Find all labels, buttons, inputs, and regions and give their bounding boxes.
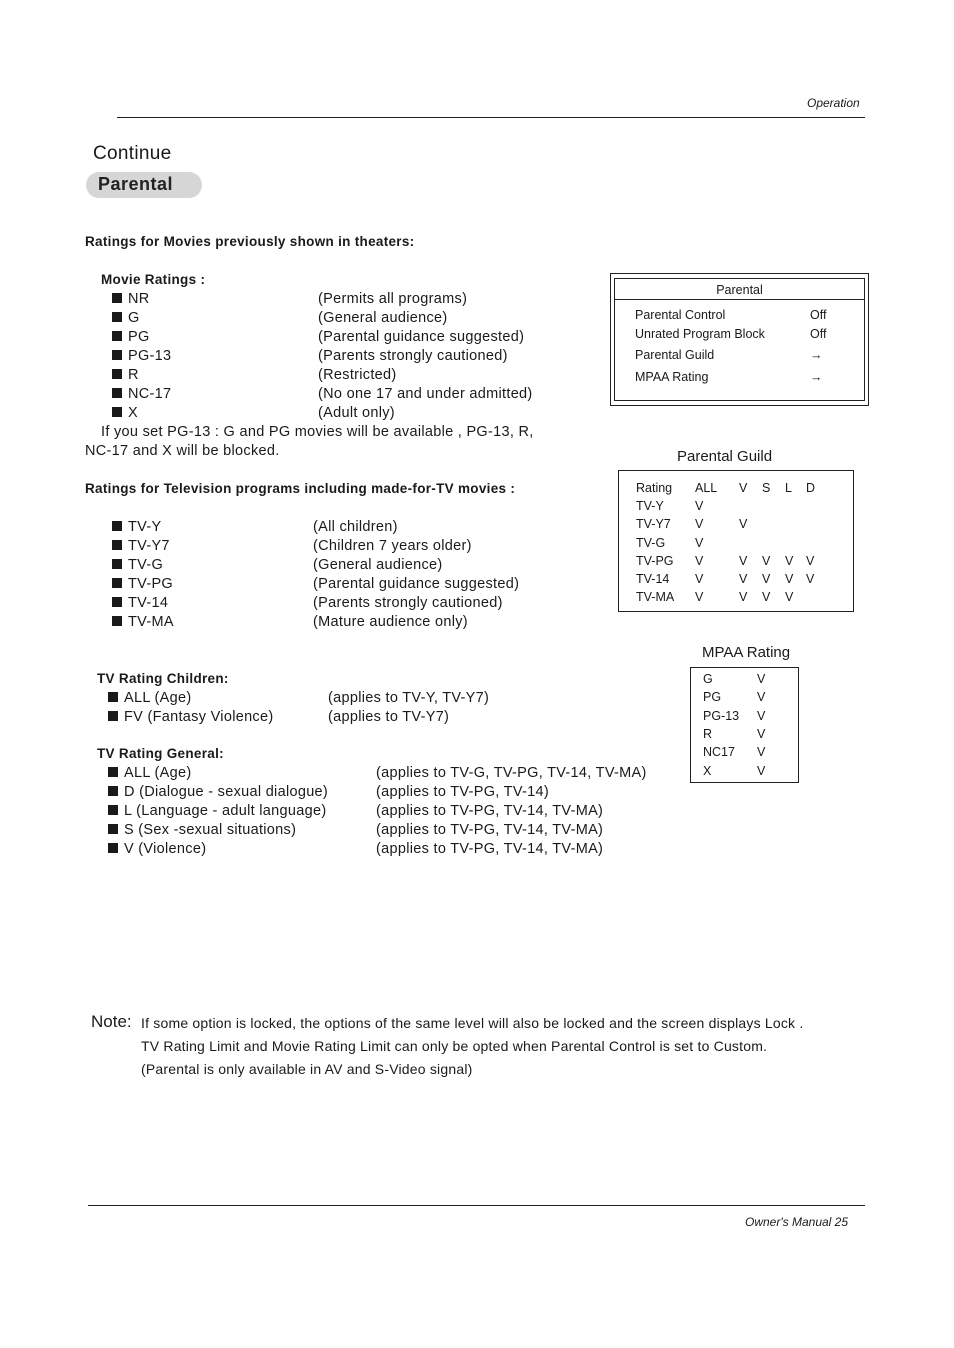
parental-tab-label: Parental [98,174,174,194]
list-item-label [108,841,206,857]
tv-children-heading: TV Rating Children: [97,671,229,686]
square-bullet-icon [112,350,122,360]
guild-cell: V [739,572,748,586]
guild-cell: V [785,553,794,568]
mpaa-rating-cell: X [703,763,712,778]
list-item-label-text: G [128,310,140,326]
list-item [112,614,712,633]
header-rule [117,117,865,118]
guild-cell: V [695,517,704,532]
list-item-label-text: D (Dialogue - sexual dialogue) [124,784,329,800]
square-bullet-icon [112,369,122,379]
list-item-description: (applies to TV-PG, TV-14, TV-MA) [376,841,604,857]
menu-item-value: → [810,370,823,384]
list-item-label [108,765,191,781]
menu-item-label: Parental Control [635,308,726,322]
menu-item-value: → [810,348,823,362]
mpaa-check-cell: V [757,708,766,723]
parental-tab-badge [86,172,202,198]
list-item-label-text: PG [128,329,150,345]
list-item-description: (applies to TV-Y7) [328,709,450,725]
mpaa-rating-cell: R [703,726,713,741]
list-item-description: (Parental guidance suggested) [318,329,525,345]
mpaa-rating-cell: G [703,672,713,686]
square-bullet-icon [108,767,118,777]
tv-general-heading: TV Rating General: [97,746,224,761]
list-item [108,841,708,860]
list-item-label [112,538,170,554]
list-item-label-text: TV-Y [128,519,162,535]
guild-cell: V [762,553,771,568]
square-bullet-icon [112,616,122,626]
mpaa-check-cell: V [757,763,766,778]
footer-rule [88,1205,865,1206]
list-item-label [108,822,296,838]
list-item [108,709,708,728]
list-item-label-text: NC-17 [128,386,172,402]
square-bullet-icon [112,407,122,417]
list-item-label [108,803,326,819]
menu-item-label: Unrated Program Block [635,327,765,341]
parental-menu-box [610,273,869,406]
guild-header-cell: V [739,481,748,495]
parental-guild-table [618,470,854,612]
list-item-description: (General audience) [318,310,448,326]
list-item-label-text: X [128,405,138,421]
list-item [108,803,708,822]
list-item-description: (Parents strongly cautioned) [313,595,503,611]
list-item-description: (Restricted) [318,367,397,383]
list-item-description: (All children) [313,519,398,535]
list-item-description: (Adult only) [318,405,395,421]
square-bullet-icon [108,786,118,796]
list-item-label-text: S (Sex -sexual situations) [124,822,297,838]
guild-cell: V [695,590,704,605]
list-item-label [112,595,168,611]
list-item-label [112,405,138,421]
list-item-label [112,310,140,326]
guild-cell: V [762,572,771,586]
guild-cell: V [695,572,704,586]
list-item-description: (applies to TV-PG, TV-14, TV-MA) [376,822,604,838]
square-bullet-icon [112,521,122,531]
list-item-description: (Parental guidance suggested) [313,576,520,592]
list-item-label-text: R [128,367,139,383]
list-item-label [112,291,150,307]
guild-cell: V [806,553,815,568]
list-item-description: (Parents strongly cautioned) [318,348,508,364]
guild-cell: V [695,535,704,550]
list-item-label-text: ALL (Age) [124,690,192,706]
header-section: Operation [807,96,860,110]
list-item-label [112,576,173,592]
mpaa-check-cell: V [757,745,766,760]
parental-guild-caption: Parental Guild [677,448,773,465]
guild-cell: TV-Y [636,499,664,514]
square-bullet-icon [112,388,122,398]
list-item-label [112,614,174,630]
note-line2: TV Rating Limit and Movie Rating Limit can only be opted when Parental Control is set to Custom. [141,1038,768,1054]
parental-menu-title: Parental [615,279,864,300]
mpaa-table [690,667,799,783]
guild-cell: V [695,553,704,568]
list-item [108,690,708,709]
note-line3: (Parental is only available in AV and S-Video signal) [141,1061,473,1077]
list-item-label-text: TV-G [128,557,164,573]
guild-cell: V [762,590,771,605]
list-item-label [112,329,150,345]
list-item-label-text: TV-PG [128,576,174,592]
list-item-label [108,690,191,706]
mpaa-check-cell: V [757,672,766,686]
square-bullet-icon [112,578,122,588]
mpaa-rating-cell: PG [703,690,722,705]
footer-page-label: Owner's Manual 25 [745,1215,849,1229]
square-bullet-icon [112,597,122,607]
list-item-label-text: L (Language - adult language) [124,803,327,819]
guild-cell: TV-Y7 [636,517,671,532]
movies-heading: Ratings for Movies previously shown in theaters: [85,234,415,249]
list-item-label [112,519,161,535]
mpaa-rating-cell: PG-13 [703,708,740,723]
mpaa-caption: MPAA Rating [702,644,791,661]
list-item-description: (applies to TV-Y, TV-Y7) [328,690,490,706]
guild-cell: V [739,517,748,532]
parental-menu-inner [614,278,865,401]
list-item-label-text: FV (Fantasy Violence) [124,709,274,725]
guild-cell: V [739,590,748,605]
square-bullet-icon [112,559,122,569]
square-bullet-icon [108,711,118,721]
list-item-description: (No one 17 and under admitted) [318,386,533,402]
list-item [108,765,708,784]
list-item [108,784,708,803]
list-item-label-text: NR [128,291,150,307]
list-item-label [108,709,273,725]
list-item-label-text: TV-MA [128,614,174,630]
guild-cell: TV-14 [636,572,670,586]
guild-cell: V [785,572,794,586]
list-item-label-text: TV-Y7 [128,538,170,554]
list-item-description: (Permits all programs) [318,291,468,307]
square-bullet-icon [112,312,122,322]
guild-header-cell: ALL [695,481,718,495]
list-item-label [112,386,171,402]
note-line1: If some option is locked, the options of the same level will also be locked and the screen displays Lock . [141,1015,804,1031]
guild-header-cell: L [785,481,792,495]
list-item-description: (applies to TV-PG, TV-14, TV-MA) [376,803,604,819]
list-item-label-text: TV-14 [128,595,169,611]
guild-header-cell: Rating [636,481,673,495]
square-bullet-icon [112,540,122,550]
square-bullet-icon [112,331,122,341]
guild-cell: TV-PG [636,553,674,568]
list-item-label-text: ALL (Age) [124,765,192,781]
menu-item-label: MPAA Rating [635,370,709,384]
list-item-description: (applies to TV-PG, TV-14) [376,784,549,800]
list-item-description: (Mature audience only) [313,614,468,630]
tv-heading: Ratings for Television programs including made-for-TV movies : [85,481,516,496]
menu-item-value: Off [810,327,827,341]
movie-example-line2: NC-17 and X will be blocked. [85,443,280,459]
guild-header-cell: S [762,481,771,495]
guild-cell: V [739,553,748,568]
mpaa-check-cell: V [757,690,766,705]
list-item-label-text: PG-13 [128,348,172,364]
list-item [108,822,708,841]
movie-example-line1: If you set PG-13 : G and PG movies will be available , PG-13, R, [101,424,534,440]
list-item-description: (Children 7 years older) [313,538,472,554]
square-bullet-icon [108,692,118,702]
list-item-label [108,784,328,800]
list-item-label [112,367,139,383]
square-bullet-icon [108,824,118,834]
note-label: Note: [91,1012,132,1031]
list-item [112,405,712,424]
movie-ratings-subheading: Movie Ratings : [101,272,206,287]
guild-header-cell: D [806,481,816,495]
square-bullet-icon [112,293,122,303]
menu-item-value: Off [810,308,827,322]
guild-cell: TV-MA [636,590,675,605]
list-item-description: (General audience) [313,557,443,573]
guild-cell: TV-G [636,535,666,550]
list-item-label [112,557,163,573]
list-item-label [112,348,171,364]
list-item-label-text: V (Violence) [124,841,207,857]
mpaa-rating-cell: NC17 [703,745,735,760]
guild-cell: V [806,572,815,586]
guild-cell: V [785,590,794,605]
menu-item-label: Parental Guild [635,348,715,362]
square-bullet-icon [108,805,118,815]
list-item-description: (applies to TV-G, TV-PG, TV-14, TV-MA) [376,765,647,781]
square-bullet-icon [108,843,118,853]
continue-title: Continue [93,143,172,164]
guild-cell: V [695,499,704,514]
mpaa-check-cell: V [757,726,766,741]
